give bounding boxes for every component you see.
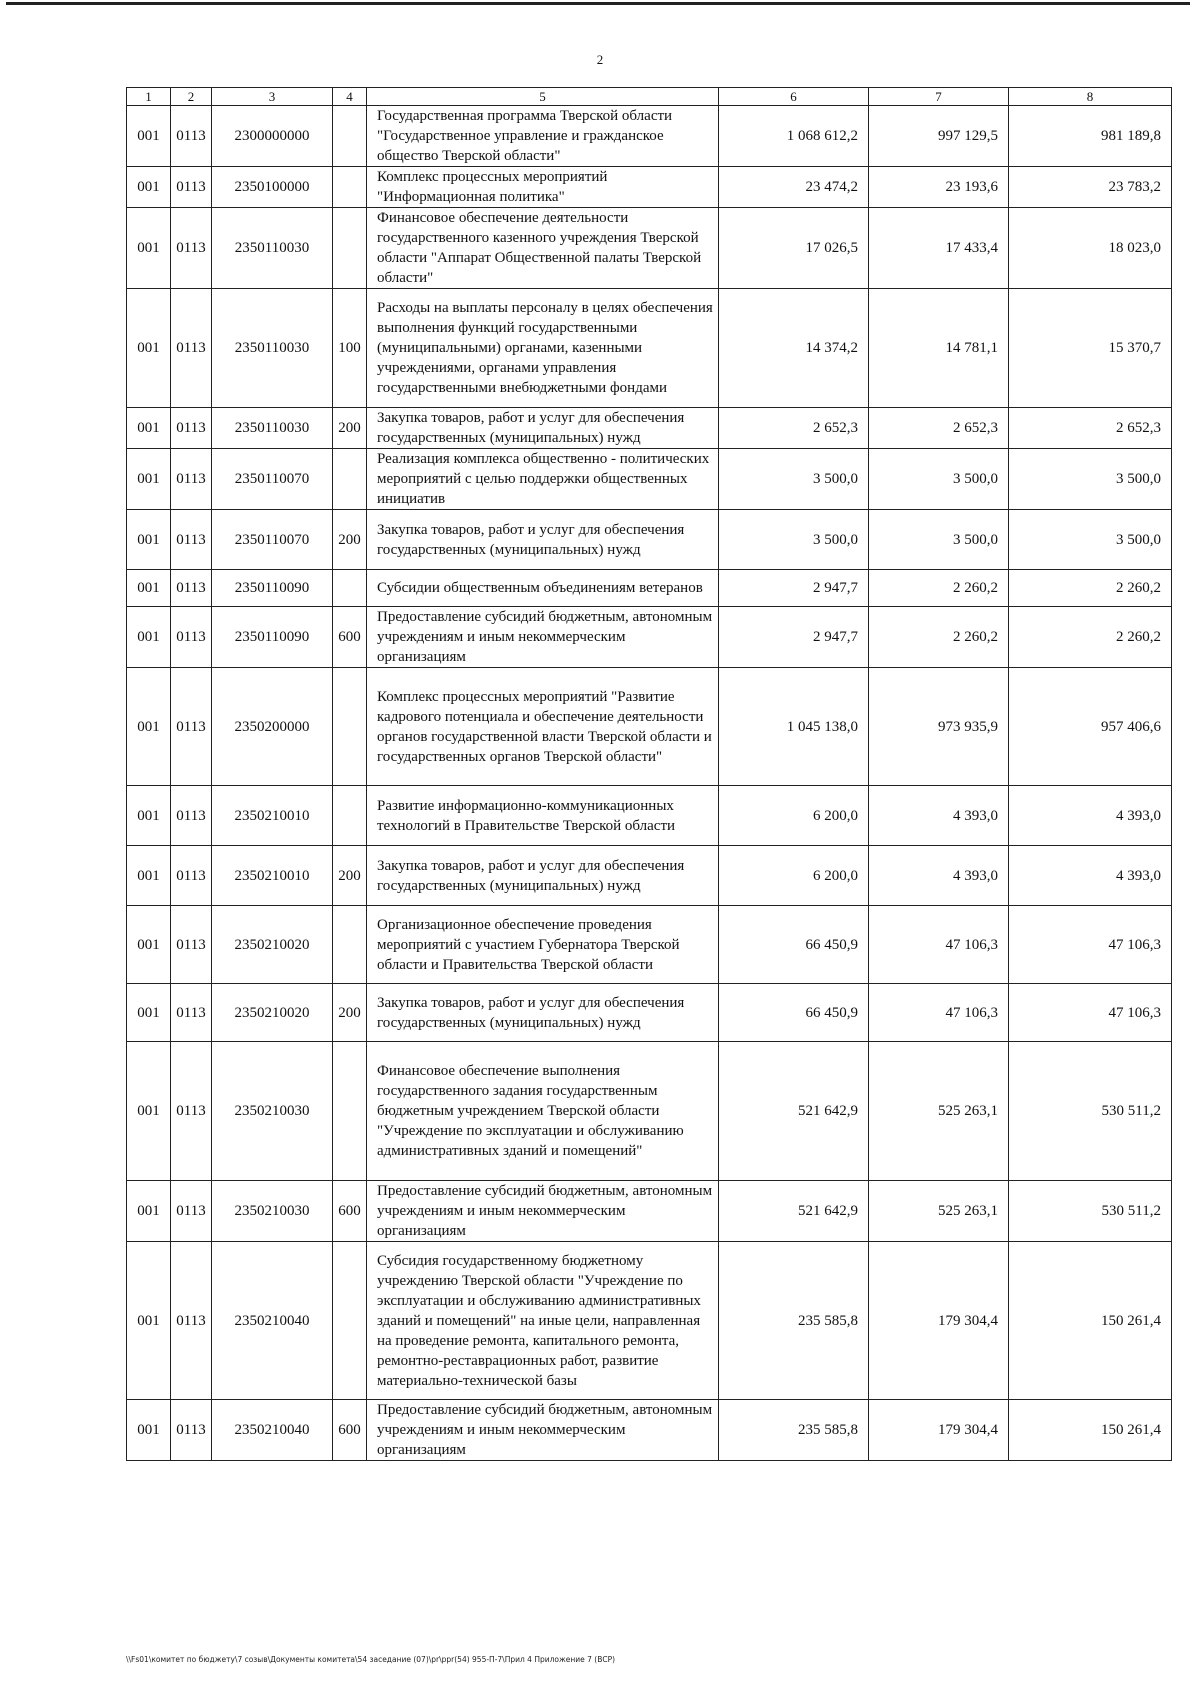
cell-amount-col8: 4 393,0 xyxy=(1009,786,1172,846)
cell-section: 0113 xyxy=(171,607,212,668)
cell-target-article: 2350100000 xyxy=(212,167,333,208)
header-col-2: 2 xyxy=(171,88,212,106)
cell-department: 001 xyxy=(127,984,171,1042)
cell-amount-col7: 2 260,2 xyxy=(869,570,1009,607)
cell-target-article: 2350210020 xyxy=(212,984,333,1042)
cell-target-article: 2350110030 xyxy=(212,208,333,289)
cell-section: 0113 xyxy=(171,846,212,906)
cell-section: 0113 xyxy=(171,1400,212,1461)
table-row xyxy=(127,1242,1172,1400)
cell-expense-type xyxy=(333,449,367,510)
table-row xyxy=(127,1181,1172,1242)
cell-amount-col8: 4 393,0 xyxy=(1009,846,1172,906)
header-col-6: 6 xyxy=(719,88,869,106)
table-row xyxy=(127,408,1172,449)
cell-expense-type xyxy=(333,906,367,984)
cell-amount-col6: 3 500,0 xyxy=(719,449,869,510)
cell-amount-col6: 521 642,9 xyxy=(719,1042,869,1181)
cell-section: 0113 xyxy=(171,668,212,786)
cell-target-article: 2350210010 xyxy=(212,846,333,906)
cell-department: 001 xyxy=(127,208,171,289)
cell-department: 001 xyxy=(127,1042,171,1181)
cell-amount-col6: 23 474,2 xyxy=(719,167,869,208)
cell-section: 0113 xyxy=(171,289,212,408)
cell-expense-type: 600 xyxy=(333,607,367,668)
table-row xyxy=(127,449,1172,510)
cell-target-article: 2350210010 xyxy=(212,786,333,846)
cell-name: Закупка товаров, работ и услуг для обеспечения государственных (муниципальных) нужд xyxy=(367,846,719,906)
cell-amount-col8: 23 783,2 xyxy=(1009,167,1172,208)
table-row xyxy=(127,668,1172,786)
header-col-1: 1 xyxy=(127,88,171,106)
cell-amount-col7: 4 393,0 xyxy=(869,846,1009,906)
cell-expense-type: 200 xyxy=(333,846,367,906)
cell-amount-col6: 235 585,8 xyxy=(719,1400,869,1461)
cell-expense-type xyxy=(333,1042,367,1181)
cell-amount-col7: 179 304,4 xyxy=(869,1242,1009,1400)
cell-name: Субсидия государственному бюджетному учреждению Тверской области "Учреждение по эксплуатации и обслуживанию административных зданий и помещений" на иные цели, направленная на проведение ремонта, капитального ремонта, ремонтно-реставрационных работ, развитие материально-технической базы xyxy=(367,1242,719,1400)
cell-section: 0113 xyxy=(171,510,212,570)
cell-amount-col8: 981 189,8 xyxy=(1009,106,1172,167)
cell-amount-col8: 150 261,4 xyxy=(1009,1400,1172,1461)
cell-target-article: 2350110090 xyxy=(212,570,333,607)
table-row xyxy=(127,1042,1172,1181)
cell-department: 001 xyxy=(127,167,171,208)
table-row xyxy=(127,786,1172,846)
cell-expense-type xyxy=(333,1242,367,1400)
cell-section: 0113 xyxy=(171,167,212,208)
cell-target-article: 2300000000 xyxy=(212,106,333,167)
cell-name: Реализация комплекса общественно - политических мероприятий с целью поддержки общественных инициатив xyxy=(367,449,719,510)
cell-amount-col8: 2 652,3 xyxy=(1009,408,1172,449)
cell-target-article: 2350110030 xyxy=(212,408,333,449)
cell-amount-col6: 17 026,5 xyxy=(719,208,869,289)
cell-target-article: 2350110030 xyxy=(212,289,333,408)
cell-amount-col8: 957 406,6 xyxy=(1009,668,1172,786)
cell-amount-col6: 6 200,0 xyxy=(719,846,869,906)
cell-amount-col7: 525 263,1 xyxy=(869,1181,1009,1242)
cell-name: Предоставление субсидий бюджетным, автономным учреждениям и иным некоммерческим организациям xyxy=(367,1181,719,1242)
cell-target-article: 2350210030 xyxy=(212,1181,333,1242)
cell-amount-col6: 235 585,8 xyxy=(719,1242,869,1400)
cell-amount-col7: 2 652,3 xyxy=(869,408,1009,449)
cell-expense-type xyxy=(333,208,367,289)
cell-amount-col8: 150 261,4 xyxy=(1009,1242,1172,1400)
table-row xyxy=(127,1400,1172,1461)
cell-target-article: 2350110090 xyxy=(212,607,333,668)
table-row xyxy=(127,906,1172,984)
cell-section: 0113 xyxy=(171,984,212,1042)
table-row xyxy=(127,607,1172,668)
cell-amount-col8: 2 260,2 xyxy=(1009,607,1172,668)
cell-expense-type xyxy=(333,106,367,167)
cell-amount-col6: 14 374,2 xyxy=(719,289,869,408)
cell-section: 0113 xyxy=(171,408,212,449)
cell-section: 0113 xyxy=(171,1242,212,1400)
table-row xyxy=(127,570,1172,607)
cell-expense-type xyxy=(333,668,367,786)
cell-department: 001 xyxy=(127,668,171,786)
table-row xyxy=(127,106,1172,167)
cell-amount-col6: 1 045 138,0 xyxy=(719,668,869,786)
budget-table xyxy=(126,87,1172,1461)
cell-section: 0113 xyxy=(171,570,212,607)
cell-name: Финансовое обеспечение выполнения государственного задания государственным бюджетным учреждением Тверской области "Учреждение по эксплуатации и обслуживанию административных зданий и помещений" xyxy=(367,1042,719,1181)
cell-name: Комплекс процессных мероприятий "Развитие кадрового потенциала и обеспечение деятельности органов государственной власти Тверской области и государственных органов Тверской области" xyxy=(367,668,719,786)
cell-department: 001 xyxy=(127,449,171,510)
cell-amount-col7: 179 304,4 xyxy=(869,1400,1009,1461)
cell-expense-type: 200 xyxy=(333,408,367,449)
cell-section: 0113 xyxy=(171,106,212,167)
cell-target-article: 2350210040 xyxy=(212,1400,333,1461)
cell-amount-col7: 4 393,0 xyxy=(869,786,1009,846)
cell-amount-col8: 2 260,2 xyxy=(1009,570,1172,607)
cell-name: Закупка товаров, работ и услуг для обеспечения государственных (муниципальных) нужд xyxy=(367,984,719,1042)
cell-department: 001 xyxy=(127,1400,171,1461)
table-row xyxy=(127,289,1172,408)
cell-expense-type: 200 xyxy=(333,984,367,1042)
cell-section: 0113 xyxy=(171,208,212,289)
cell-expense-type xyxy=(333,786,367,846)
cell-amount-col7: 23 193,6 xyxy=(869,167,1009,208)
cell-amount-col6: 521 642,9 xyxy=(719,1181,869,1242)
cell-amount-col7: 973 935,9 xyxy=(869,668,1009,786)
cell-amount-col8: 3 500,0 xyxy=(1009,510,1172,570)
cell-section: 0113 xyxy=(171,1042,212,1181)
table-row xyxy=(127,510,1172,570)
cell-department: 001 xyxy=(127,570,171,607)
cell-amount-col7: 47 106,3 xyxy=(869,984,1009,1042)
cell-expense-type: 600 xyxy=(333,1181,367,1242)
page-number: 2 xyxy=(596,52,604,67)
cell-amount-col8: 47 106,3 xyxy=(1009,984,1172,1042)
cell-section: 0113 xyxy=(171,449,212,510)
cell-department: 001 xyxy=(127,510,171,570)
cell-name: Субсидии общественным объединениям ветеранов xyxy=(367,570,719,607)
cell-target-article: 2350200000 xyxy=(212,668,333,786)
cell-expense-type xyxy=(333,570,367,607)
cell-target-article: 2350210040 xyxy=(212,1242,333,1400)
cell-name: Предоставление субсидий бюджетным, автономным учреждениям и иным некоммерческим организациям xyxy=(367,1400,719,1461)
cell-name: Расходы на выплаты персоналу в целях обеспечения выполнения функций государственными (муниципальными) органами, казенными учреждениями, органами управления государственными внебюджетными фондами xyxy=(367,289,719,408)
cell-target-article: 2350210030 xyxy=(212,1042,333,1181)
cell-department: 001 xyxy=(127,906,171,984)
cell-expense-type: 600 xyxy=(333,1400,367,1461)
cell-expense-type xyxy=(333,167,367,208)
table-row xyxy=(127,167,1172,208)
cell-amount-col6: 2 947,7 xyxy=(719,607,869,668)
cell-amount-col8: 3 500,0 xyxy=(1009,449,1172,510)
cell-department: 001 xyxy=(127,607,171,668)
cell-target-article: 2350210020 xyxy=(212,906,333,984)
header-col-3: 3 xyxy=(212,88,333,106)
cell-amount-col6: 66 450,9 xyxy=(719,984,869,1042)
cell-amount-col7: 3 500,0 xyxy=(869,510,1009,570)
cell-section: 0113 xyxy=(171,1181,212,1242)
cell-name: Государственная программа Тверской области "Государственное управление и гражданское общество Тверской области" xyxy=(367,106,719,167)
cell-amount-col8: 15 370,7 xyxy=(1009,289,1172,408)
cell-amount-col6: 6 200,0 xyxy=(719,786,869,846)
cell-target-article: 2350110070 xyxy=(212,510,333,570)
cell-amount-col8: 530 511,2 xyxy=(1009,1042,1172,1181)
cell-name: Развитие информационно-коммуникационных технологий в Правительстве Тверской области xyxy=(367,786,719,846)
cell-department: 001 xyxy=(127,106,171,167)
cell-amount-col7: 47 106,3 xyxy=(869,906,1009,984)
cell-expense-type: 200 xyxy=(333,510,367,570)
cell-amount-col6: 3 500,0 xyxy=(719,510,869,570)
header-col-7: 7 xyxy=(869,88,1009,106)
cell-department: 001 xyxy=(127,408,171,449)
cell-name: Закупка товаров, работ и услуг для обеспечения государственных (муниципальных) нужд xyxy=(367,408,719,449)
cell-name: Закупка товаров, работ и услуг для обеспечения государственных (муниципальных) нужд xyxy=(367,510,719,570)
cell-section: 0113 xyxy=(171,786,212,846)
table-header-row xyxy=(127,88,1172,106)
cell-amount-col6: 66 450,9 xyxy=(719,906,869,984)
cell-amount-col7: 997 129,5 xyxy=(869,106,1009,167)
cell-amount-col6: 2 652,3 xyxy=(719,408,869,449)
cell-name: Предоставление субсидий бюджетным, автономным учреждениям и иным некоммерческим организациям xyxy=(367,607,719,668)
cell-department: 001 xyxy=(127,289,171,408)
cell-department: 001 xyxy=(127,846,171,906)
scan-top-edge xyxy=(6,2,1190,5)
cell-department: 001 xyxy=(127,786,171,846)
cell-amount-col7: 2 260,2 xyxy=(869,607,1009,668)
cell-amount-col7: 525 263,1 xyxy=(869,1042,1009,1181)
cell-section: 0113 xyxy=(171,906,212,984)
cell-expense-type: 100 xyxy=(333,289,367,408)
cell-name: Финансовое обеспечение деятельности государственного казенного учреждения Тверской области "Аппарат Общественной палаты Тверской области" xyxy=(367,208,719,289)
table-row xyxy=(127,208,1172,289)
header-col-4: 4 xyxy=(333,88,367,106)
cell-amount-col8: 47 106,3 xyxy=(1009,906,1172,984)
table-row xyxy=(127,846,1172,906)
cell-amount-col7: 14 781,1 xyxy=(869,289,1009,408)
cell-department: 001 xyxy=(127,1181,171,1242)
cell-amount-col6: 1 068 612,2 xyxy=(719,106,869,167)
cell-amount-col7: 17 433,4 xyxy=(869,208,1009,289)
cell-name: Организационное обеспечение проведения мероприятий с участием Губернатора Тверской области и Правительства Тверской области xyxy=(367,906,719,984)
cell-amount-col6: 2 947,7 xyxy=(719,570,869,607)
header-col-5: 5 xyxy=(367,88,719,106)
cell-department: 001 xyxy=(127,1242,171,1400)
table-row xyxy=(127,984,1172,1042)
cell-amount-col8: 530 511,2 xyxy=(1009,1181,1172,1242)
footer-file-path: \\Fs01\комитет по бюджету\7 созыв\Документы комитета\54 заседание (07)\pr\ppr(54) 955-П-7\Прил 4 Приложение 7 (ВСР) xyxy=(126,1655,616,1664)
header-col-8: 8 xyxy=(1009,88,1172,106)
cell-target-article: 2350110070 xyxy=(212,449,333,510)
cell-amount-col7: 3 500,0 xyxy=(869,449,1009,510)
cell-amount-col8: 18 023,0 xyxy=(1009,208,1172,289)
cell-name: Комплекс процессных мероприятий "Информационная политика" xyxy=(367,167,719,208)
